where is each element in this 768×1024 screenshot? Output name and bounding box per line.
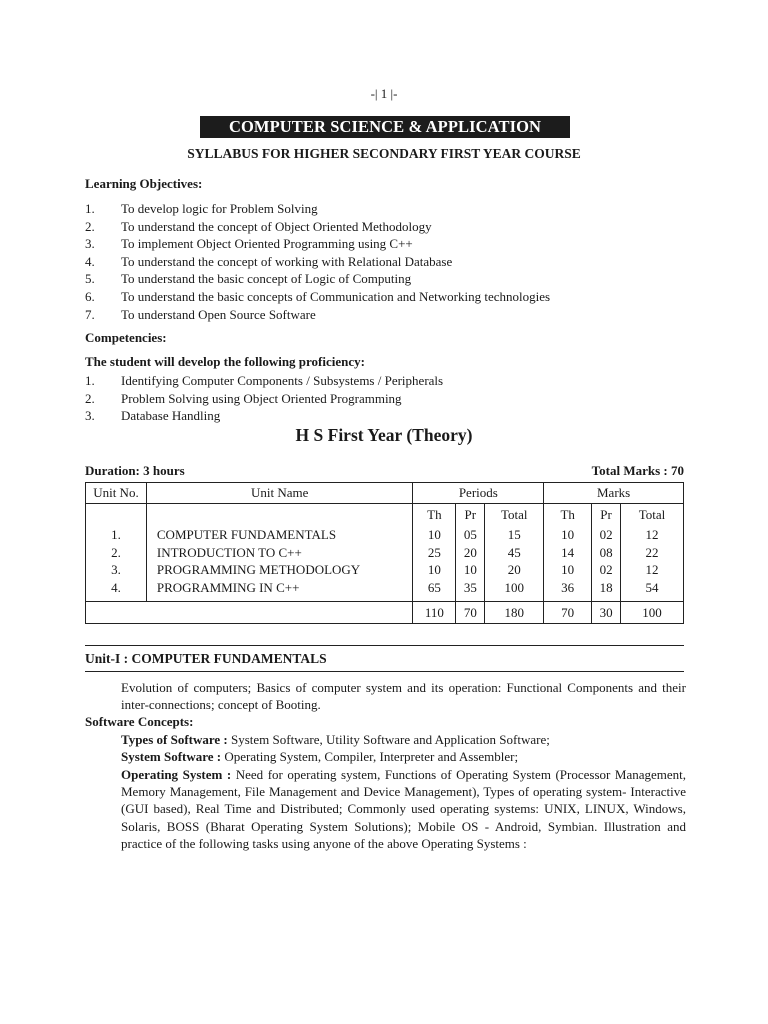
item-text: Database Handling — [121, 408, 221, 424]
marks-total: 12 — [621, 561, 684, 579]
competencies-subheading: The student will develop the following proficiency: — [85, 354, 365, 369]
subheader-periods-total: Total — [485, 504, 544, 527]
item-text: To understand the concept of Object Oriented Methodology — [121, 218, 432, 234]
item-text: Problem Solving using Object Oriented Programming — [121, 390, 402, 406]
table-header-row — [86, 483, 684, 504]
item-number: 1. — [85, 201, 95, 216]
marks-pr: 02 — [592, 526, 621, 544]
header-periods: Periods — [413, 483, 544, 504]
periods-th: 25 — [413, 544, 456, 562]
subheader-marks-total: Total — [621, 504, 684, 527]
marks-total: 12 — [621, 526, 684, 544]
unit-no: 4. — [86, 579, 147, 597]
marks-th: 36 — [544, 579, 592, 597]
item-number: 3. — [85, 408, 95, 424]
unit-name: COMPUTER FUNDAMENTALS — [146, 526, 413, 544]
marks-th: 14 — [544, 544, 592, 562]
periods-pr: 35 — [456, 579, 485, 597]
theory-title: H S First Year (Theory) — [295, 425, 473, 445]
item-number: 5. — [85, 271, 95, 287]
list-item — [85, 288, 705, 306]
competencies-heading: Competencies: — [85, 330, 167, 345]
learning-objectives-heading: Learning Objectives: — [85, 176, 203, 191]
total-marks: Total Marks : 70 — [591, 463, 684, 478]
periods-pr: 05 — [456, 526, 485, 544]
item-text: To develop logic for Problem Solving — [121, 201, 318, 216]
unit-name: PROGRAMMING METHODOLOGY — [146, 561, 413, 579]
marks-th: 10 — [544, 526, 592, 544]
item-number: 2. — [85, 218, 95, 234]
total-periods-total: 180 — [485, 602, 544, 624]
unit-name: PROGRAMMING IN C++ — [146, 579, 413, 597]
system-label: System Software : — [121, 749, 222, 764]
item-number: 6. — [85, 288, 95, 304]
os-text: Need for operating system, Functions of Operating System (Processor Management, Memory Management, File Management and Device Management), Types of operating system- Interactive (GUI based), Real Time and Distributed; Commonly used operating systems: UNIX, LINUX, Windows, Solaris, BOSS (Bharat Operating System Solutions); Mobile OS - Android, Symbian. Illustration and practice of the following tasks using anyone of the above Operating Systems : — [121, 767, 686, 851]
divider-top — [85, 645, 684, 646]
marks-pr: 02 — [592, 561, 621, 579]
document-title: COMPUTER SCIENCE & APPLICATION — [200, 116, 570, 138]
marks-th: 10 — [544, 561, 592, 579]
units-table — [85, 482, 684, 624]
subheader-marks-pr: Pr — [592, 504, 621, 527]
list-item — [85, 407, 705, 425]
types-of-software — [121, 731, 686, 748]
operating-system — [121, 766, 686, 852]
periods-th: 10 — [413, 526, 456, 544]
unit-1-intro: Evolution of computers; Basics of computer system and its operation: Functional Components and their inter-connections; concept of Booting. — [121, 680, 686, 713]
periods-th: 65 — [413, 579, 456, 597]
periods-total: 100 — [485, 579, 544, 597]
os-label: Operating System : — [121, 767, 232, 782]
duration: Duration: 3 hours — [85, 463, 185, 478]
total-label-cell — [86, 602, 413, 624]
table-row — [86, 544, 684, 562]
table-row — [86, 561, 684, 579]
total-periods-pr: 70 — [456, 602, 485, 624]
table-subheader-row — [86, 504, 684, 527]
list-item — [85, 218, 705, 236]
header-unit-no: Unit No. — [86, 483, 147, 504]
system-software — [121, 748, 686, 765]
periods-pr: 20 — [456, 544, 485, 562]
item-number: 7. — [85, 306, 95, 322]
page-number: -| 1 |- — [370, 86, 398, 101]
list-item — [85, 253, 705, 271]
subheader-periods-pr: Pr — [456, 504, 485, 527]
total-periods-th: 110 — [413, 602, 456, 624]
item-number: 3. — [85, 236, 95, 252]
unit-no: 2. — [86, 544, 147, 562]
item-text: To understand the basic concepts of Communication and Networking technologies — [121, 288, 551, 304]
competencies-list — [85, 372, 705, 425]
types-text: System Software, Utility Software and Application Software; — [227, 732, 550, 747]
types-label: Types of Software : — [121, 732, 228, 747]
list-item — [85, 306, 705, 324]
item-text: To understand the basic concept of Logic of Computing — [121, 271, 412, 287]
document-subtitle: SYLLABUS FOR HIGHER SECONDARY FIRST YEAR COURSE — [187, 146, 581, 161]
list-item — [85, 200, 705, 218]
total-marks-th: 70 — [544, 602, 592, 624]
marks-pr: 08 — [592, 544, 621, 562]
header-marks: Marks — [544, 483, 684, 504]
unit-name: INTRODUCTION TO C++ — [146, 544, 413, 562]
item-number: 1. — [85, 373, 95, 388]
item-number: 4. — [85, 253, 95, 269]
header-unit-name: Unit Name — [146, 483, 413, 504]
item-text: Identifying Computer Components / Subsystems / Peripherals — [121, 373, 444, 388]
marks-total: 54 — [621, 579, 684, 597]
item-text: To understand the concept of working with Relational Database — [121, 253, 453, 269]
unit-1-title: Unit-I : COMPUTER FUNDAMENTALS — [85, 651, 327, 666]
item-number: 2. — [85, 390, 95, 406]
unit-no: 1. — [86, 526, 147, 544]
unit-no: 3. — [86, 561, 147, 579]
total-marks-pr: 30 — [592, 602, 621, 624]
item-text: To understand Open Source Software — [121, 306, 316, 322]
item-text: To implement Object Oriented Programming using C++ — [121, 236, 413, 252]
subheader-marks-th: Th — [544, 504, 592, 527]
software-concepts-heading: Software Concepts: — [85, 714, 194, 729]
periods-total: 45 — [485, 544, 544, 562]
learning-objectives-list — [85, 200, 705, 323]
table-row — [86, 526, 684, 544]
marks-pr: 18 — [592, 579, 621, 597]
system-text: Operating System, Compiler, Interpreter and Assembler; — [221, 749, 519, 764]
divider-bottom — [85, 671, 684, 672]
list-item — [85, 270, 705, 288]
periods-th: 10 — [413, 561, 456, 579]
list-item — [85, 390, 705, 408]
table-total-row — [86, 602, 684, 624]
marks-total: 22 — [621, 544, 684, 562]
total-marks-total: 100 — [621, 602, 684, 624]
subheader-periods-th: Th — [413, 504, 456, 527]
periods-total: 20 — [485, 561, 544, 579]
periods-total: 15 — [485, 526, 544, 544]
periods-pr: 10 — [456, 561, 485, 579]
list-item — [85, 372, 705, 390]
list-item — [85, 235, 705, 253]
table-row — [86, 579, 684, 597]
